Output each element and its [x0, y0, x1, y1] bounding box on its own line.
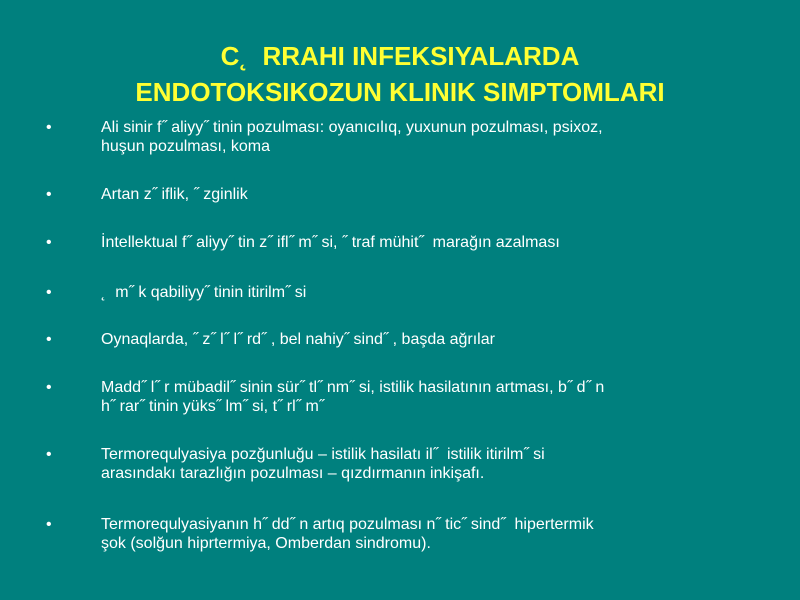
bullet-icon: • [46, 119, 52, 136]
bullet-icon: • [46, 234, 52, 251]
bullet-icon: • [46, 516, 52, 533]
bullet-text: ˛ m˝ k qabiliyy˝ tinin itirilm˝ si [101, 284, 307, 301]
bullet-text: Artan z˝ iflik, ˝ zginlik [101, 186, 248, 203]
bullet-text: İntellektual f˝ aliyy˝ tin z˝ ifl˝ m˝ si, ˝ traf mühit˝ marağın azalması [101, 234, 560, 251]
bullet-icon: • [46, 331, 52, 348]
bullet-text: Oynaqlarda, ˝ z˝ l˝ l˝ rd˝ , bel nahiy˝ sind˝ , başda ağrılar [101, 331, 495, 348]
bullet-text: Madd˝ l˝ r mübadil˝ sinin sür˝ tl˝ nm˝ si, istilik hasilatının artması, b˝ d˝ n h˝ rar˝ tinin yüks˝ lm˝ si, t˝ rl˝ m˝ [101, 379, 605, 415]
bullet-text: Termorequlyasiyanın h˝ dd˝ n artıq pozulması n˝ tic˝ sind˝ hipertermik şok (solğun hiprtermiya, Omberdan sindromu). [101, 516, 594, 552]
bullet-icon: • [46, 284, 52, 301]
bullet-icon: • [46, 379, 52, 396]
title-line-2: ENDOTOKSIKOZUN KLINIK SIMPTOMLARI [135, 77, 665, 107]
bullet-text: Termorequlyasiya pozğunluğu – istilik hasilatı il˝ istilik itirilm˝ si arasındakı tarazlığın pozulması – qızdırmanın inkişafı. [101, 446, 545, 482]
bullet-text: Ali sinir f˝ aliyy˝ tinin pozulması: oyanıcılıq, yuxunun pozulması, psixoz, huşun pozulması, koma [101, 119, 603, 155]
title-line-1: C˛ RRAHI INFEKSIYALARDA [220, 41, 580, 71]
bullet-icon: • [46, 186, 52, 203]
bullet-icon: • [46, 446, 52, 463]
